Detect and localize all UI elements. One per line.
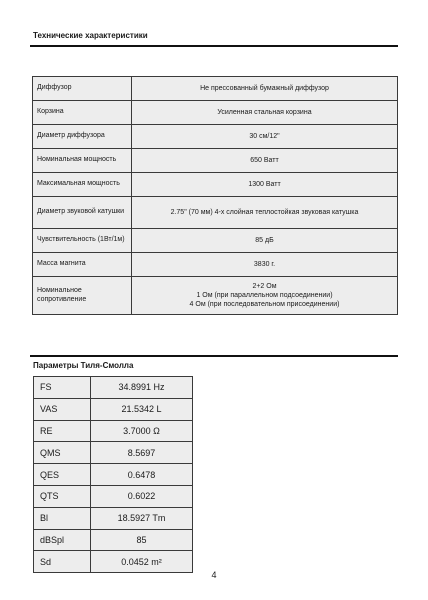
table-row	[33, 229, 398, 253]
ts-value: 18.5927 Tm	[91, 507, 193, 529]
ts-value: 8.5697	[91, 442, 193, 464]
spec-label: Максимальная мощность	[33, 173, 132, 197]
ts-value: 21.5342 L	[91, 398, 193, 420]
spec-label: Номинальное сопротивление	[33, 277, 132, 315]
ts-title: Параметры Тиля-Смолла	[33, 361, 134, 370]
spec-label: Корзина	[33, 101, 132, 125]
spec-value: 3830 г.	[132, 253, 398, 277]
table-row	[34, 420, 193, 442]
ts-params-table	[33, 376, 193, 573]
spec-value	[132, 277, 398, 315]
table-row	[33, 253, 398, 277]
table-row	[34, 464, 193, 486]
spec-value: Усиленная стальная корзина	[132, 101, 398, 125]
ts-value: 3.7000 Ω	[91, 420, 193, 442]
spec-value-line: 2+2 Ом	[252, 282, 277, 290]
specs-title: Технические характеристики	[33, 31, 148, 40]
ts-value: 85	[91, 529, 193, 551]
table-row	[34, 442, 193, 464]
ts-value: 0.6478	[91, 464, 193, 486]
table-row	[33, 197, 398, 229]
ts-value: 0.6022	[91, 485, 193, 507]
spec-label: Чувствительность (1Вт/1м)	[33, 229, 132, 253]
table-row	[34, 507, 193, 529]
spec-label: Диффузор	[33, 77, 132, 101]
spec-label: Номинальная мощность	[33, 149, 132, 173]
spec-label: Масса магнита	[33, 253, 132, 277]
ts-label: QTS	[34, 485, 91, 507]
ts-label: Sd	[34, 551, 91, 573]
spec-value-line: 1 Ом (при параллельном подсоединении)	[196, 291, 333, 299]
table-row	[33, 149, 398, 173]
table-row	[33, 125, 398, 149]
table-row	[33, 173, 398, 197]
ts-label: FS	[34, 377, 91, 399]
table-row	[34, 377, 193, 399]
specs-table	[32, 76, 398, 315]
table-row	[34, 529, 193, 551]
ts-divider	[30, 355, 398, 357]
ts-label: Bl	[34, 507, 91, 529]
spec-value: Не прессованный бумажный диффузор	[132, 77, 398, 101]
page-number: 4	[211, 570, 217, 580]
table-row	[33, 277, 398, 315]
table-row	[33, 101, 398, 125]
ts-label: QMS	[34, 442, 91, 464]
ts-label: RE	[34, 420, 91, 442]
ts-label: dBSpl	[34, 529, 91, 551]
spec-label: Диаметр диффузора	[33, 125, 132, 149]
spec-label: Диаметр звуковой катушки	[33, 197, 132, 229]
spec-value: 2.75" (70 мм) 4-х слойная теплостойкая звуковая катушка	[132, 197, 398, 229]
spec-value-line: 4 Ом (при последовательном присоединении)	[189, 301, 340, 309]
spec-value: 85 дБ	[132, 229, 398, 253]
table-row	[34, 485, 193, 507]
table-row	[34, 398, 193, 420]
ts-label: QES	[34, 464, 91, 486]
ts-value: 0.0452 m²	[91, 551, 193, 573]
ts-value: 34.8991 Hz	[91, 377, 193, 399]
table-row	[33, 77, 398, 101]
spec-value: 1300 Ватт	[132, 173, 398, 197]
spec-value: 650 Ватт	[132, 149, 398, 173]
ts-label: VAS	[34, 398, 91, 420]
specs-divider	[30, 45, 398, 47]
spec-value: 30 см/12"	[132, 125, 398, 149]
